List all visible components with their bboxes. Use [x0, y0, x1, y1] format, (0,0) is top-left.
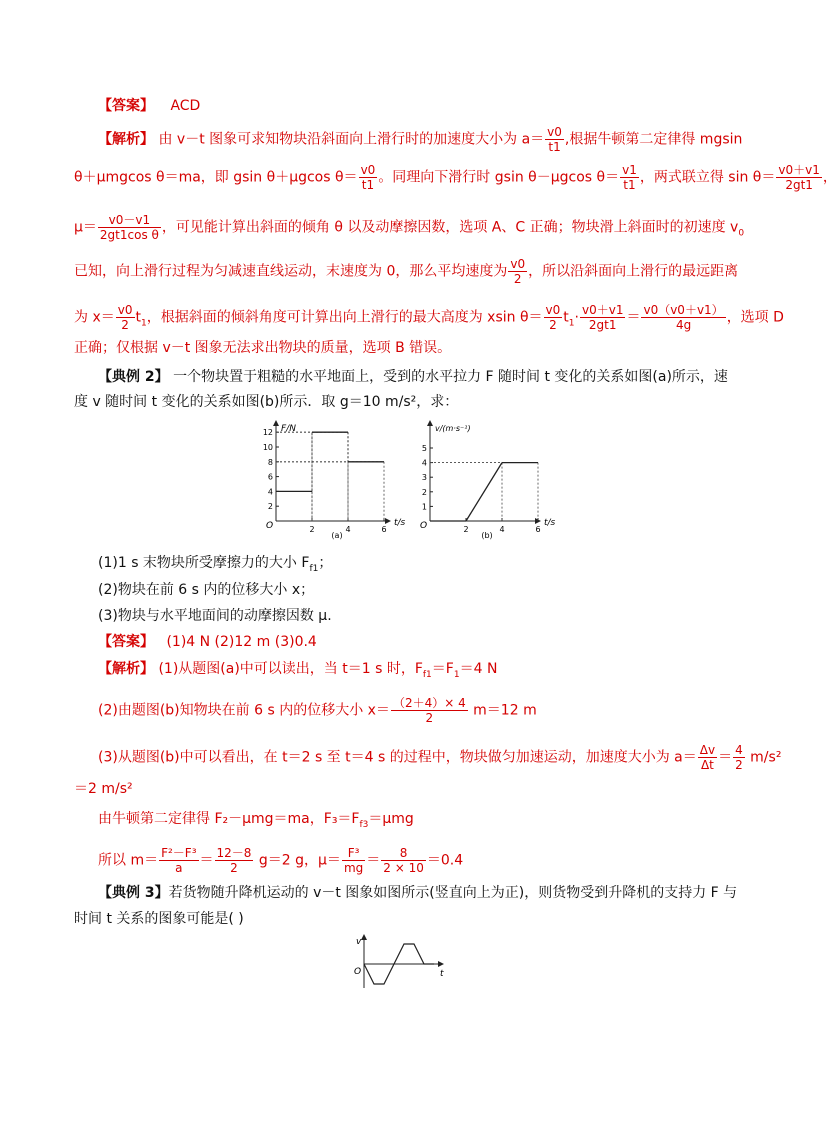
analysis-2-line-2: (2)由题图(b)知物块在前 6 s 内的位移大小 x＝ $\frac{(2+4)\times 4}{2}$ m＝12 m — [98, 696, 537, 725]
graph-b-y-tick-label: 2 — [421, 487, 427, 497]
graph-b-origin: O — [420, 521, 428, 531]
graph-b-caption: (b) — [481, 531, 493, 540]
graph-a-y-tick-label: 2 — [267, 502, 273, 512]
analysis-text: ,根据牛顿第二定律得 mgsin — [564, 131, 743, 148]
analysis-tag: 【解析】 — [98, 131, 154, 148]
graph-b-x-tick-label: 2 — [463, 525, 469, 534]
graph-b-plot — [430, 463, 538, 521]
answer-1 — [98, 96, 200, 116]
answer-tag: 【答案】 — [98, 98, 154, 114]
analysis-2-line-5: 由牛顿第二定律得 F₂－μmg＝ma，$F_3=F_{f3}=\mu mg$ — [98, 811, 414, 830]
analysis-1-line-2: θ＋μmgcos θ＝ma，即 gsin θ＋μgcos θ＝ $\frac{v0}{t1}$ 。同理向下滑行时 gsin θ－μgcos θ＝ $\frac{v1}{t1}$ ，两式联立得 sin θ＝ $\frac{v0+v1}{2gt1}$ ， — [74, 163, 837, 192]
question-2: (2)物块在前 6 s 内的位移大小 x； — [98, 582, 315, 598]
question-3: (3)物块与水平地面间的动摩擦因数 μ. — [98, 608, 332, 624]
graph-a-y-tick-label: 4 — [267, 487, 273, 497]
graph-b-y-tick-label: 3 — [421, 473, 427, 483]
question-1: (1)1 s 末物块所受摩擦力的大小 $F_{f1}$； — [98, 555, 333, 574]
graph-b-y-tick-label: 1 — [421, 502, 427, 512]
graph-b-x-tick-label: 4 — [499, 525, 505, 534]
graph-b-y-tick-label: 5 — [421, 444, 427, 453]
graph-a-x-tick-label: 4 — [345, 525, 351, 534]
analysis-1-line-5: 为 x＝ $\frac{v0}{2}$ $t_1$，根据斜面的倾斜角度可计算出向上滑行的最大高度为 xsin θ＝ $\frac{v0}{2}$ $t_1\cdot$ $\frac{v0+v1}{2gt1}$ ＝ $\frac{v0(v0+v1)}{4g}$ ，选项 D — [74, 303, 784, 332]
analysis-1-line-4: 已知，向上滑行过程为匀减速直线运动，末速度为 0，那么平均速度为 $\frac{v0}{2}$ ，所以沿斜面向上滑行的最远距离 — [74, 257, 739, 286]
analysis-text: 由 v－t 图象可求知物块沿斜面向上滑行时的加速度大小为 a＝ — [158, 131, 545, 148]
graph-a-x-arrow — [385, 518, 391, 524]
answer-value: ACD — [170, 98, 201, 114]
graph-b-y-ticks — [422, 444, 433, 511]
analysis-2-line-1: 【解析】 (1)从题图(a)中可以读出，当 t＝1 s 时，$F_{f1}=F_1=4$ N — [98, 661, 498, 680]
graph-a-y-tick-label: 10 — [262, 443, 273, 452]
graphs-figure — [255, 418, 555, 543]
vt-y-arrow — [361, 934, 367, 940]
graph-b-y-arrow — [427, 420, 433, 426]
analysis-1-line-6: 正确；仅根据 v－t 图象无法求出物块的质量，选项 B 错误。 — [74, 340, 452, 356]
analysis-2-line-4: ＝2 m/s² — [74, 781, 133, 797]
graph-b-xlabel: t/s — [544, 518, 556, 528]
graph-b-y-tick-label: 4 — [421, 458, 427, 468]
graph-b-segment — [466, 463, 502, 521]
analysis-2-line-6: 所以 m＝ $\frac{\text{F²－F³}}{a}$ ＝ $\frac{12-8}{2}$ g＝2 g，μ＝ $\frac{\text{F³}}{mg}$ ＝ $\frac{8}{2 \times 10}$ ＝0.4 — [98, 846, 464, 875]
graph-a-y-ticks — [263, 428, 279, 511]
graph-a-y-tick-label: 8 — [267, 457, 273, 467]
example-2-line-1: 【典例 2】 一个物块置于粗糙的水平地面上，受到的水平拉力 F 随时间 t 变化的关系如图(a)所示，速 — [98, 369, 728, 385]
graph-b-ylabel: v/(m·s⁻¹) — [435, 424, 471, 433]
vt-xlabel: t — [440, 969, 444, 979]
graph-a-origin: O — [266, 521, 274, 531]
vt-x-arrow — [438, 961, 444, 967]
graph-a-xlabel: t/s — [394, 518, 406, 528]
fraction: $\frac{v0}{t1}$ — [547, 125, 562, 154]
graph-a-y-arrow — [273, 420, 279, 426]
vt-graph — [338, 932, 450, 992]
graph-a-plot — [276, 432, 384, 521]
graph-a-ylabel: F/N — [281, 424, 296, 434]
analysis-1-line-3: μ＝ $\frac{v0-v1}{\text{2gt1cos θ}}$ ，可见能计算出斜面的倾角 θ 以及动摩擦因数，选项 A、C 正确；物块滑上斜面时的初速度 $v_0$ — [74, 213, 745, 242]
vt-origin: O — [354, 967, 362, 977]
graph-a — [263, 420, 406, 540]
example-3-line-1: 【典例 3】若货物随升降机运动的 v－t 图象如图所示(竖直向上为正)，则货物受到升降机的支持力 F 与 — [98, 885, 738, 901]
vt-ylabel: v — [356, 937, 362, 947]
graph-a-caption: (a) — [331, 531, 343, 540]
graph-a-x-tick-label: 6 — [381, 525, 387, 534]
analysis-1-line-1 — [98, 125, 742, 154]
example-tag: 【典例 2】 — [98, 369, 169, 385]
example-2-line-2: 度 v 随时间 t 变化的关系如图(b)所示．取 g＝10 m/s²，求： — [74, 394, 459, 410]
graph-b — [420, 420, 556, 540]
answer-2: 【答案】 (1)4 N (2)12 m (3)0.4 — [98, 634, 317, 650]
graph-a-y-tick-label: 6 — [267, 472, 273, 482]
graph-a-y-tick-label: 12 — [262, 428, 273, 438]
example-3-line-2: 时间 t 关系的图象可能是( ) — [74, 911, 244, 927]
graph-a-x-tick-label: 2 — [309, 525, 315, 534]
analysis-2-line-3: (3)从题图(b)中可以看出，在 t＝2 s 至 t＝4 s 的过程中，物块做匀加速运动，加速度大小为 a＝ $\frac{\Delta v}{\Delta t}$ ＝ $\frac{4}{2}$ m/s² — [98, 743, 782, 772]
graph-b-x-tick-label: 6 — [535, 525, 541, 534]
